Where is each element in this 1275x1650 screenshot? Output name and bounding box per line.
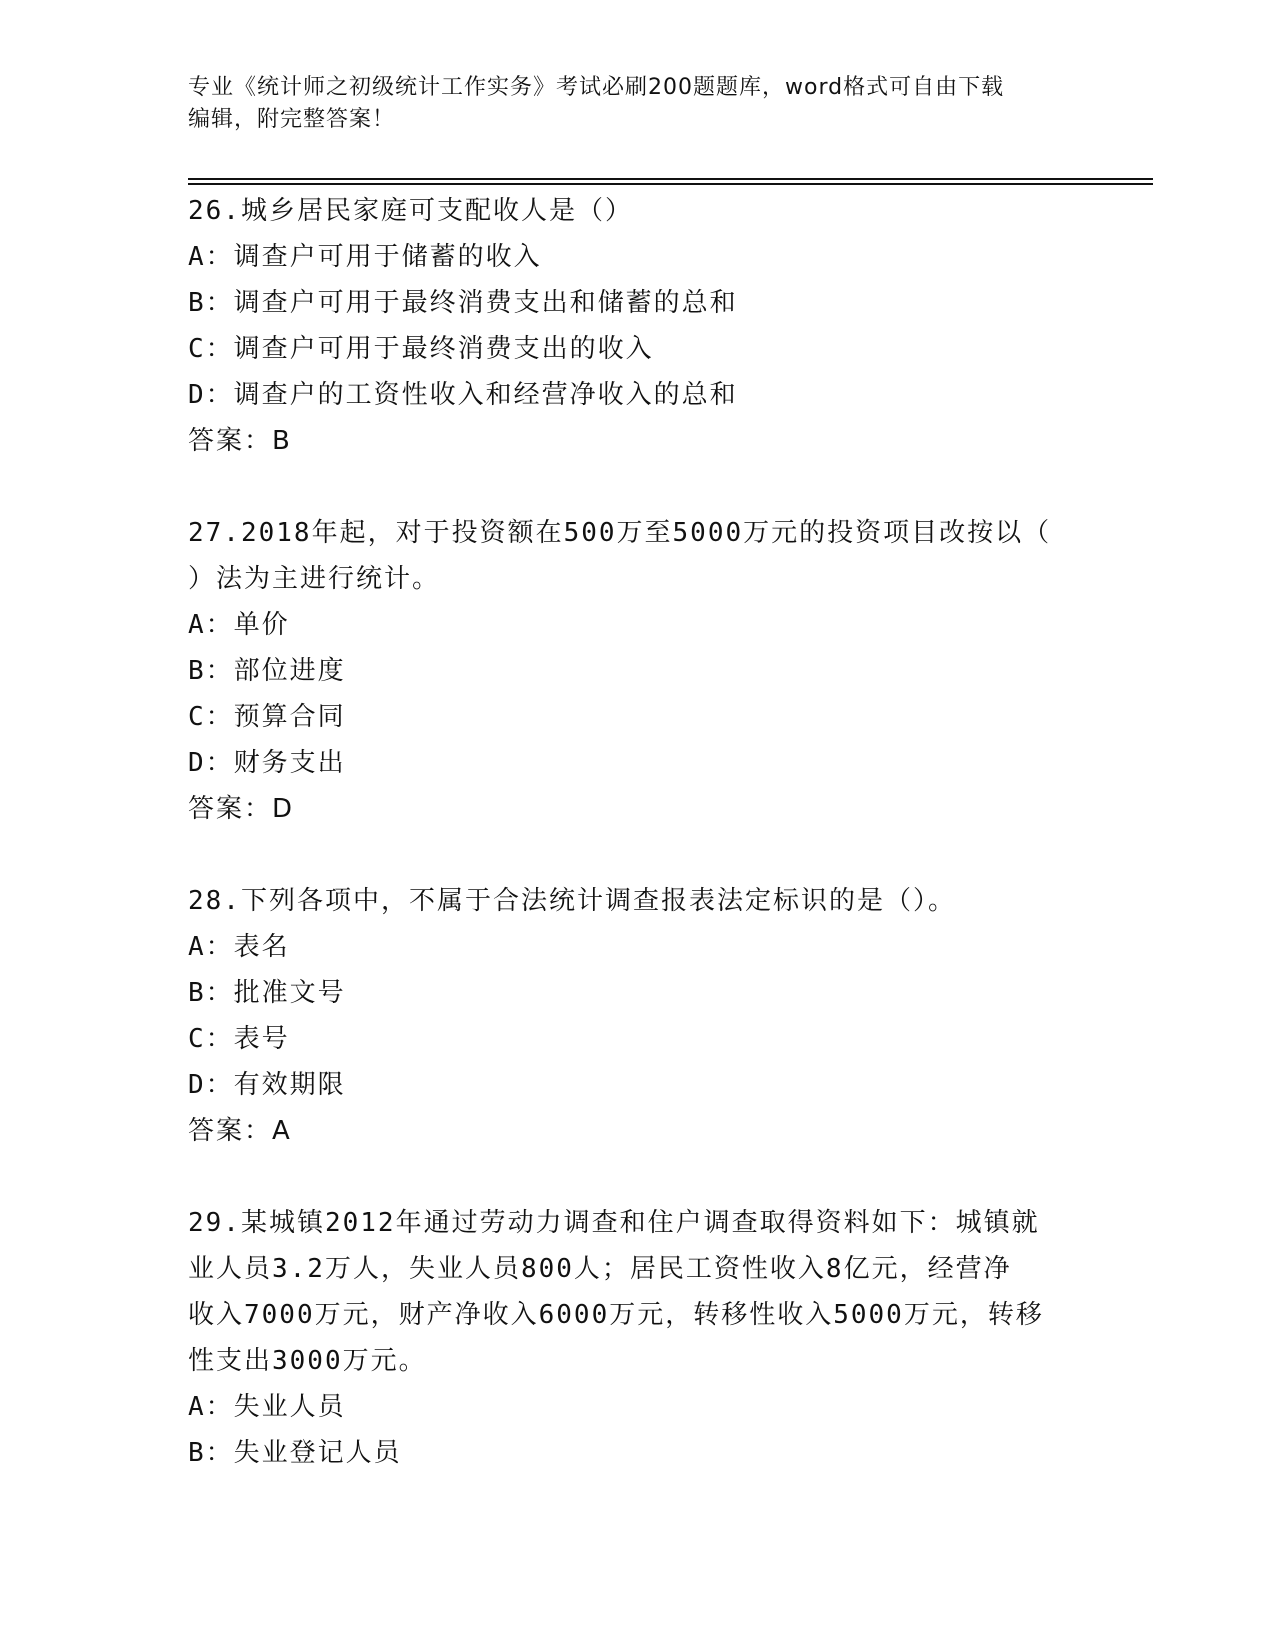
question-text-continued: 收入7000万元，财产净收入6000万元，转移性收入5000万元，转移: [188, 1300, 1044, 1330]
question-block: [188, 1200, 1088, 1476]
spacer: [188, 832, 1088, 878]
option-c: C：预算合同: [188, 702, 346, 732]
answer-line: 答案：B: [188, 426, 292, 456]
spacer: [188, 464, 1088, 510]
question-text-continued: 性支出3000万元。: [188, 1346, 427, 1376]
question-block: [188, 878, 1088, 1154]
option-d: D：财务支出: [188, 748, 346, 778]
header-line-1: 专业《统计师之初级统计工作实务》考试必刷200题题库，word格式可自由下载: [188, 75, 1005, 100]
question-text: 26.城乡居民家庭可支配收人是（）: [188, 196, 633, 226]
question-text: 27.2018年起，对于投资额在500万至5000万元的投资项目改按以（: [188, 518, 1052, 548]
question-text: 28.下列各项中，不属于合法统计调查报表法定标识的是（）。: [188, 886, 956, 916]
option-a: A：单价: [188, 610, 290, 640]
option-a: A：表名: [188, 932, 290, 962]
answer-line: 答案：D: [188, 794, 295, 824]
spacer: [188, 1154, 1088, 1200]
option-b: B：部位进度: [188, 656, 346, 686]
option-b: B：调查户可用于最终消费支出和储蓄的总和: [188, 288, 738, 318]
option-c: C：表号: [188, 1024, 290, 1054]
question-list: [188, 188, 1088, 1476]
question-text: 29.某城镇2012年通过劳动力调查和住户调查取得资料如下：城镇就: [188, 1208, 1040, 1238]
option-b: B：批准文号: [188, 978, 346, 1008]
question-text-continued: ）法为主进行统计。: [188, 564, 441, 594]
header-divider-top: [188, 178, 1153, 180]
option-c: C：调查户可用于最终消费支出的收入: [188, 334, 654, 364]
header-divider-bottom: [188, 183, 1153, 185]
option-a: A：调查户可用于储蓄的收入: [188, 242, 542, 272]
option-d: D：有效期限: [188, 1070, 346, 1100]
option-b: B：失业登记人员: [188, 1438, 402, 1468]
question-text-continued: 业人员3.2万人，失业人员800人；居民工资性收入8亿元，经营净: [188, 1254, 1012, 1284]
option-d: D：调查户的工资性收入和经营净收入的总和: [188, 380, 738, 410]
answer-line: 答案：A: [188, 1116, 292, 1146]
document-header: [188, 72, 1088, 136]
header-line-2: 编辑，附完整答案！: [188, 107, 396, 132]
option-a: A：失业人员: [188, 1392, 346, 1422]
question-block: [188, 188, 1088, 464]
question-block: [188, 510, 1088, 832]
